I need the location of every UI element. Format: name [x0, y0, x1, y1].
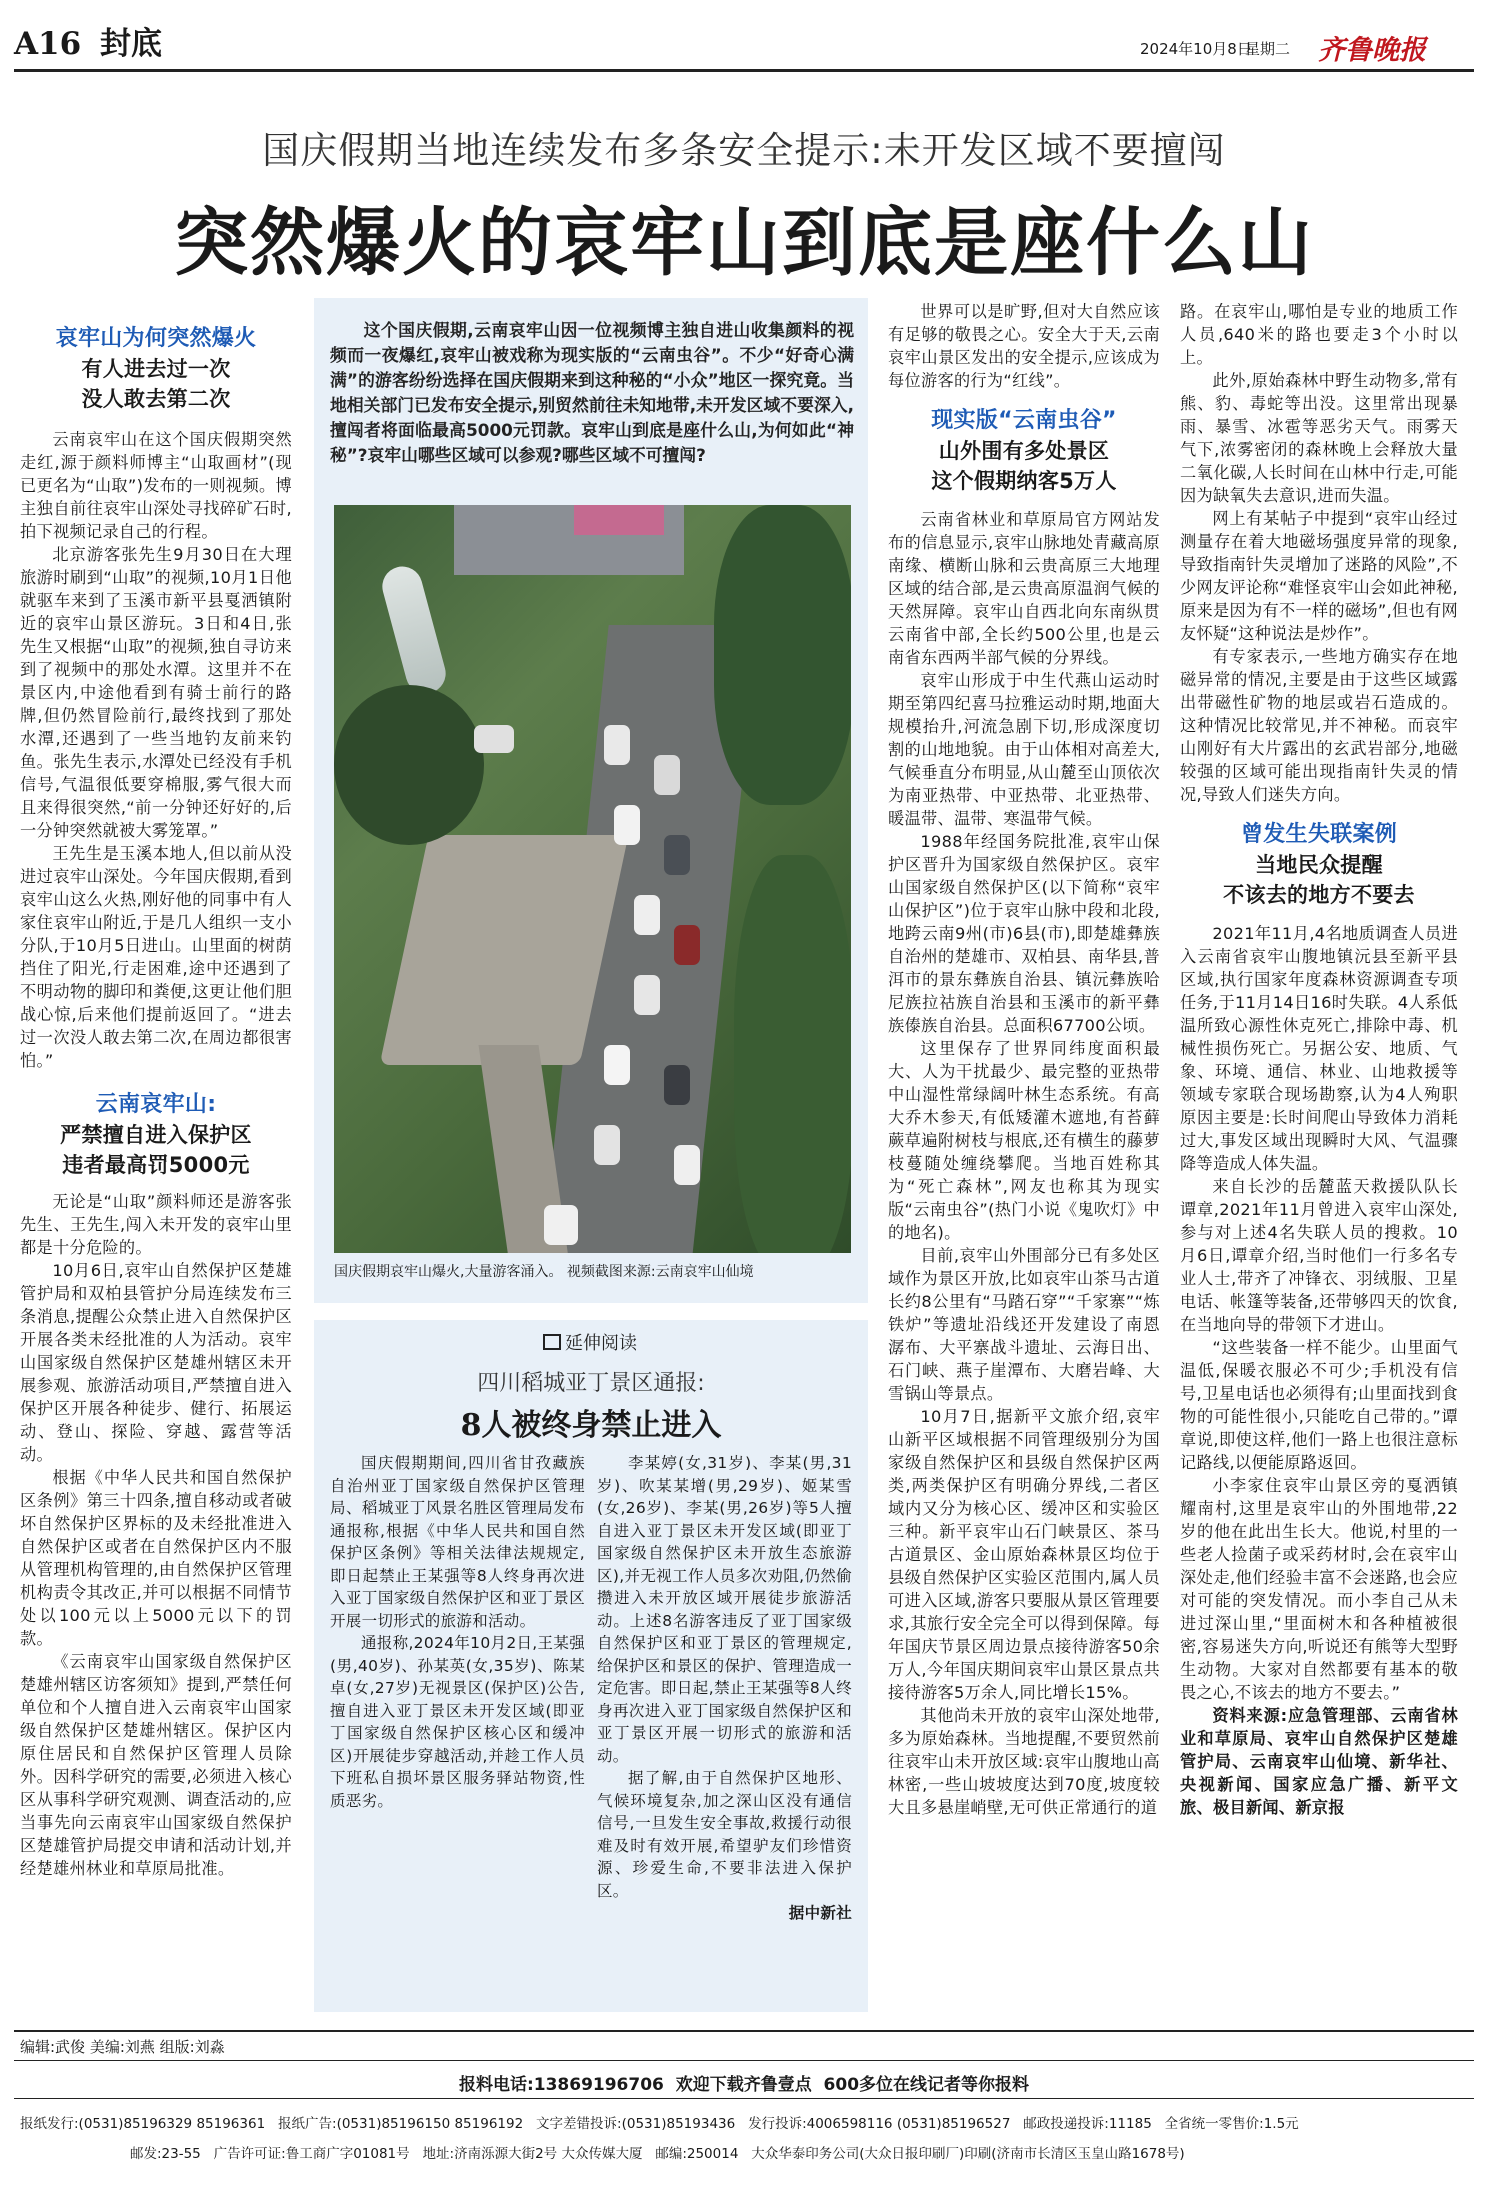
- headline-title: 突然爆火的哀牢山到底是座什么山: [174, 200, 1314, 286]
- section-name: 封底: [100, 26, 162, 62]
- page-number: A16: [14, 26, 82, 62]
- photo-car: [664, 1065, 690, 1105]
- subhead-line: 不该去的地方不要去: [1223, 883, 1415, 907]
- subhead-line: 这个假期纳客5万人: [931, 469, 1117, 493]
- body-paragraph: 《云南哀牢山国家级自然保护区楚雄州辖区访客须知》提到,严禁任何单位和个人擅自进入云南哀牢山国家级自然保护区楚雄州辖区。保护区内原住居民和自然保护区管理人员除外。因科学研究的需要,必须进入核心区从事科学研究观测、调查活动的,应当事先向云南哀牢山国家级自然保护区楚雄管护局提交申请和活动计划,并经楚雄州林业和草原局批准。: [20, 1652, 292, 1878]
- subhead-why-popular: 哀牢山为何突然爆火: [55, 326, 257, 351]
- body-paragraph: 根据《中华人民共和国自然保护区条例》第三十四条,擅自移动或者破坏自然保护区界标的及未经批准进入自然保护区或者在自然保护区内不服从管理机构管理的,由自然保护区管理机构责令其改正,并可以根据不同情节处以100元以上5000元以下的罚款。: [20, 1468, 292, 1648]
- footer-rule-mid: [14, 2060, 1474, 2061]
- sidebar-kicker: 四川稻城亚丁景区通报:: [477, 1371, 705, 1396]
- masthead-rule: [14, 69, 1474, 72]
- photo-waterfall: [378, 562, 450, 698]
- body-paragraph: 此外,原始森林中野生动物多,常有熊、豹、毒蛇等出没。这里常出现暴雨、暴雪、冰雹等恶劣天气。雨雾天气下,浓雾密闭的森林晚上会释放大量二氧化碳,人长时间在山林中行走,可能因为缺氧失去意识,进而失温。: [1180, 371, 1458, 505]
- footer-rule-bottom: [14, 2098, 1474, 2099]
- photo-car: [604, 1045, 630, 1085]
- photo-tree: [334, 685, 484, 845]
- photo-caption: 国庆假期哀牢山爆火,大量游客涌入。 视频截图来源:云南哀牢山仙境: [334, 1264, 754, 1280]
- photo-car: [594, 1125, 620, 1165]
- body-paragraph: 来自长沙的岳麓蓝天救援队队长谭章,2021年11月曾进入哀牢山深处,参与对上述4名失联人员的搜救。10月6日,谭章介绍,当时他们一行多名专业人士,带齐了冲锋衣、羽绒服、卫星电话、帐篷等装备,还带够四天的饮食,在当地向导的带领下才进山。: [1180, 1177, 1458, 1334]
- body-paragraph: 这里保存了世界同纬度面积最大、人为干扰最少、最完整的亚热带中山湿性常绿阔叶林生态系统。有高大乔木参天,有低矮灌木遮地,有苔藓蕨草遍附树枝与根底,还有横生的藤萝枝蔓随处缠绕攀爬。当地百姓称其为“死亡森林”,网友也称其为现实版“云南虫谷”(热门小说《鬼吹灯》中的地名)。: [888, 1039, 1160, 1242]
- footer-contacts: 报纸发行:(0531)85196329 85196361 报纸广告:(0531)85196150 85196192 文字差错投诉:(0531)85193436 发行投诉:4006598116 (0531)85196527 邮政投递投诉:11185 全省统一零售价:1.5元: [20, 2116, 1299, 2132]
- body-paragraph: 小李家住哀牢山景区旁的戛洒镇耀南村,这里是哀牢山的外围地带,22岁的他在此出生长大。他说,村里的一些老人捡菌子或采药材时,会在哀牢山深处走,他们经验丰富不会迷路,也会应对可能的突发情况。而小李自己从未进过深山里,“里面树木和各种植被很密,容易迷失方向,听说还有熊等大型野生动物。大家对自然都要有基本的敬畏之心,不该去的地方不要去。”: [1180, 1476, 1458, 1702]
- headline-kicker: 国庆假期当地连续发布多条安全提示:未开发区域不要擅闯: [262, 129, 1226, 172]
- photo-top-tents: [574, 505, 664, 535]
- body-paragraph: 北京游客张先生9月30日在大理旅游时刷到“山取”的视频,10月1日他就驱车来到了玉溪市新平县戛洒镇附近的哀牢山景区游玩。3日和4日,张先生又根据“山取”的视频,独自寻访来到了视频中的那处水潭。这里并不在景区内,中途他看到有骑士前行的路牌,但仍然冒险前行,最终找到了那处水潭,还遇到了一些当地钓友前来钓鱼。张先生表示,水潭处已经没有手机信号,气温很低要穿棉服,雾气很大而且来得很突然,“前一分钟还好好的,后一分钟突然就被大雾笼罩。”: [20, 545, 292, 840]
- column-1: [20, 318, 292, 1880]
- sidebar-tag-label: 延伸阅读: [565, 1333, 637, 1354]
- photo-car: [474, 725, 514, 753]
- sidebar-title: 8人被终身禁止进入: [460, 1408, 722, 1443]
- subhead-line: 山外围有多处景区: [938, 439, 1110, 463]
- subhead-missing-cases: 曾发生失联案例: [1240, 822, 1398, 847]
- body-paragraph: 云南哀牢山在这个国庆假期突然走红,源于颜料师博主“山取画材”(现已更名为“山取”)发布的一则视频。博主独自前往哀牢山深处寻找碎矿石时,拍下视频记录自己的行程。: [20, 430, 292, 541]
- footer-rule-top: [14, 2030, 1474, 2032]
- body-paragraph: 路。在哀牢山,哪怕是专业的地质工作人员,640米的路也要走3个小时以上。: [1180, 302, 1458, 367]
- photo-car: [674, 925, 700, 965]
- subhead-ailao-rule: 云南哀牢山:: [95, 1092, 217, 1117]
- photo-tree: [714, 505, 851, 805]
- photo-car: [614, 805, 640, 845]
- body-paragraph: 目前,哀牢山外围部分已有多处区域作为景区开放,比如哀牢山茶马古道长约8公里有“马踏石穿”“千家寨”“炼铁炉”等遗址沿线还开发建设了南恩潺布、大平寨战斗遗址、云海日出、石门峡、燕子崖潭布、大磨岩峰、大雪锅山等景点。: [888, 1246, 1160, 1403]
- body-paragraph: 有专家表示,一些地方确实存在地磁异常的情况,主要是由于这些区域露出带磁性矿物的地层或岩石造成的。这种情况比较常见,并不神秘。而哀牢山刚好有大片露出的玄武岩部分,地磁较强的区域可能出现指南针失灵的情况,导致人们迷失方向。: [1180, 647, 1458, 804]
- issue-weekday: 星期二: [1245, 40, 1291, 58]
- body-paragraph: 据了解,由于自然保护区地形、气候环境复杂,加之深山区没有通信信号,一旦发生安全事故,救援行动很难及时有效开展,希望驴友们珍惜资源、珍爱生命,不要非法进入保护区。: [597, 1769, 852, 1900]
- body-paragraph: 通报称,2024年10月2日,王某强(男,40岁)、孙某英(女,35岁)、陈某卓(女,27岁)无视景区(保护区)公告,擅自进入亚丁景区未开发区域(即亚丁国家级自然保护区核心区和缓冲区)开展徒步穿越活动,并趁工作人员下班私自损坏景区服务驿站物资,性质恶劣。: [330, 1634, 585, 1810]
- intro-text: 这个国庆假期,云南哀牢山因一位视频博主独自进山收集颜料的视频而一夜爆红,哀牢山被戏称为现实版的“云南虫谷”。不少“好奇心满满”的游客纷纷选择在国庆假期来到这种秘的“小众”地区一探究竟。当地相关部门已发布安全提示,别贸然前往未知地带,未开发区域不要深入,擅闯者将面临最高5000元罚款。哀牢山到底是座什么山,为何如此“神秘”?哀牢山哪些区域可以参观?哪些区域不可擅闯?: [330, 320, 854, 465]
- hotline-banner: 报料电话:13869196706 欢迎下载齐鲁壹点 600多位在线记者等你报料: [458, 2075, 1030, 2095]
- body-paragraph: 云南省林业和草原局官方网站发布的信息显示,哀牢山脉地处青藏高原南缘、横断山脉和云贵高原三大地理区域的结合部,是云贵高原温润气候的天然屏障。哀牢山自西北向东南纵贯云南省中部,全长约500公里,也是云南省东西两半部气候的分界线。: [888, 510, 1160, 667]
- body-paragraph: 1988年经国务院批准,哀牢山保护区晋升为国家级自然保护区。哀牢山国家级自然保护区(以下简称“哀牢山保护区”)位于哀牢山脉中段和北段,地跨云南9州(市)6县(市),即楚雄彝族自治州的楚雄市、双柏县、南华县,普洱市的景东彝族自治县、镇沅彝族哈尼族拉祜族自治县和玉溪市的新平彝族傣族自治县。总面积67700公顷。: [888, 832, 1160, 1035]
- sources-paragraph: 资料来源:应急管理部、云南省林业和草原局、哀牢山自然保护区楚雄管护局、云南哀牢山仙境、新华社、央视新闻、国家应急广播、新平文旅、极目新闻、新京报: [1180, 1706, 1458, 1817]
- photo-car: [604, 725, 630, 765]
- subhead-yunnan-worm-valley: 现实版“云南虫谷”: [931, 408, 1117, 433]
- sidebar-tag-icon: [543, 1334, 561, 1350]
- sidebar-tag: [525, 1330, 655, 1358]
- body-paragraph: 王先生是玉溪本地人,但以前从没进过哀牢山深处。今年国庆假期,看到哀牢山这么火热,刚好他的同事中有人家住哀牢山附近,于是几人组织一支小分队,于10月5日进山。山里面的树荫挡住了阳光,行走困难,途中还遇到了不明动物的脚印和粪便,这更让他们胆战心惊,后来他们提前返回了。“进去过一次没人敢去第二次,在周边都很害怕。”: [20, 844, 292, 1070]
- paper-logo: 齐鲁晚报: [1318, 35, 1426, 66]
- photo-car: [674, 1145, 700, 1185]
- body-paragraph: 哀牢山形成于中生代燕山运动时期至第四纪喜马拉雅运动时期,地面大规模抬升,河流急剧下切,形成深度切割的山地地貌。由于山体相对高差大,气候垂直分布明显,从山麓至山顶依次为南亚热带、中亚热带、北亚热带、暖温带、温带、寒温带气候。: [888, 671, 1160, 828]
- body-paragraph: 10月6日,哀牢山自然保护区楚雄管护局和双柏县管护分局连续发布三条消息,提醒公众禁止进入自然保护区开展各类未经批准的人为活动。哀牢山国家级自然保护区楚雄州辖区未开展参观、旅游活动项目,严禁擅自进入保护区开展各种徒步、健行、拓展运动、登山、探险、穿越、露营等活动。: [20, 1261, 292, 1464]
- subhead-line: 有人进去过一次: [81, 357, 231, 381]
- editors-credit: 编辑:武俊 美编:刘燕 组版:刘淼: [20, 2038, 225, 2056]
- photo-car: [664, 835, 690, 875]
- body-paragraph: 网上有某帖子中提到“哀牢山经过测量存在着大地磁场强度异常的现象,导致指南针失灵增加了迷路的风险”,不少网友评论称“难怪哀牢山会如此神秘,原来是因为有不一样的磁场”,但也有网友怀疑“这种说法是炒作”。: [1180, 509, 1458, 643]
- body-paragraph: “这些装备一样不能少。山里面气温低,保暖衣服必不可少;手机没有信号,卫星电话也必须得有;山里面找到食物的可能性很小,只能吃自己带的。”谭章说,即使这样,他们一路上也很注意标记路线,以便能原路返回。: [1180, 1338, 1458, 1472]
- subhead-line: 没人敢去第二次: [81, 387, 231, 411]
- body-paragraph: 2021年11月,4名地质调查人员进入云南省哀牢山腹地镇沅县至新平县区域,执行国家年度森林资源调查专项任务,于11月14日16时失联。4人系低温所致心源性休克死亡,排除中毒、机械性损伤死亡。另据公安、地质、气象、环境、通信、林业、山地救援等领域专家联合现场勘察,认为4人殉职原因主要是:长时间爬山导致体力消耗过大,事发区域出现瞬时大风、气温骤降等造成人体失温。: [1180, 924, 1458, 1173]
- body-paragraph: 无论是“山取”颜料师还是游客张先生、王先生,闯入未开发的哀牢山里都是十分危险的。: [20, 1192, 292, 1257]
- news-photo: [334, 505, 851, 1253]
- sidebar-source: 据中新社: [788, 1904, 852, 1922]
- photo-tree: [734, 855, 851, 1253]
- photo-car: [544, 1205, 578, 1245]
- body-paragraph: 10月7日,据新平文旅介绍,哀牢山新平区域根据不同管理级别分为国家级自然保护区和县级自然保护区两类,两类保护区有明确分界线,二者区域内又分为核心区、缓冲区和实验区三种。新平哀牢山石门峡景区、茶马古道景区、金山原始森林景区均位于县级自然保护区实验区范围内,属人员可进入区域,游客只要服从景区管理要求,其旅行安全完全可以得到保障。每年国庆节景区周边景点接待游客50余万人,今年国庆期间哀牢山景区景点共接待游客5万余人,同比增长15%。: [888, 1407, 1160, 1702]
- body-paragraph: 国庆假期期间,四川省甘孜藏族自治州亚丁国家级自然保护区管理局、稻城亚丁风景名胜区管理局发布通报称,根据《中华人民共和国自然保护区条例》等相关法律法规规定,即日起禁止王某强等8人终身再次进入亚丁国家级自然保护区和亚丁景区开展一切形式的旅游和活动。: [330, 1454, 585, 1630]
- photo-car: [634, 975, 660, 1015]
- footer-address: 邮发:23-55 广告许可证:鲁工商广字01081号 地址:济南泺源大街2号 大众传媒大厦 邮编:250014 大众华泰印务公司(大众日报印刷厂)印刷(济南市长清区玉皇山路1678号): [130, 2146, 1185, 2162]
- sidebar-col-left: [330, 1452, 585, 1812]
- body-paragraph: 其他尚未开放的哀牢山深处地带,多为原始森林。当地提醒,不要贸然前往哀牢山未开放区域:哀牢山腹地山高林密,一些山坡坡度达到70度,坡度较大且多悬崖峭壁,无可供正常通行的道: [888, 1706, 1160, 1817]
- body-paragraph: 世界可以是旷野,但对大自然应该有足够的敬畏之心。安全大于天,云南哀牢山景区发出的安全提示,应该成为每位游客的行为“红线”。: [888, 302, 1160, 390]
- sidebar-col-right: [597, 1452, 852, 1925]
- column-5: [1180, 300, 1458, 1819]
- issue-date: 2024年10月8日: [1140, 40, 1252, 58]
- column-4: [888, 300, 1160, 1819]
- subhead-line: 当地民众提醒: [1255, 853, 1383, 877]
- body-paragraph: 李某婷(女,31岁)、李某(男,31岁)、吹某某增(男,29岁)、姬某雪(女,26岁)、李某(男,26岁)等5人擅自进入亚丁景区未开发区域(即亚丁国家级自然保护区未开放生态旅游区),并无视工作人员多次劝阻,仍然偷攒进入未开放区域开展徒步旅游活动。上述8名游客违反了亚丁国家级自然保护区和亚丁景区的管理规定,给保护区和景区的保护、管理造成一定危害。即日起,禁止王某强等8人终身再次进入亚丁国家级自然保护区和亚丁景区开展一切形式的旅游和活动。: [597, 1454, 852, 1765]
- photo-car: [634, 895, 660, 935]
- photo-car: [654, 755, 680, 795]
- subhead-line: 严禁擅自进入保护区: [60, 1123, 252, 1147]
- subhead-line: 违者最高罚5000元: [62, 1153, 250, 1177]
